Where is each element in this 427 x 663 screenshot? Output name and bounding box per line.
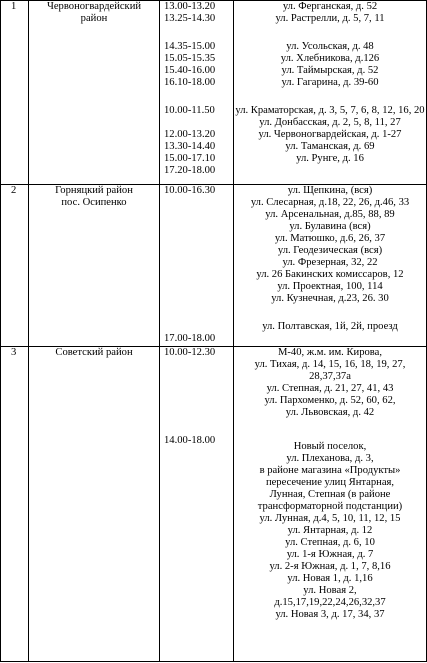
time-slot: 15.40-16.00 xyxy=(164,65,216,76)
district-cell xyxy=(29,347,160,662)
district-name: Червоногвардейский район xyxy=(46,1,142,24)
table-row xyxy=(1,185,427,347)
address: ул. Краматорская, д. 3, 5, 7, 6, 8, 12, 16, 20 xyxy=(235,105,425,116)
address: ул. Проектная, 100, 114 xyxy=(277,281,383,292)
time-slot: 13.25-14.30 xyxy=(164,13,216,24)
time-slot: 17.20-18.00 xyxy=(164,165,216,176)
address: ул. Янтарная, д. 12 xyxy=(287,525,373,536)
address: Лунная, Степная (в районе xyxy=(269,489,391,500)
row-number xyxy=(1,347,29,662)
district-subname: пос. Осипенко xyxy=(61,197,127,208)
time-slot: 14.35-15.00 xyxy=(164,41,216,52)
time-slot: 10.00-16.30 xyxy=(164,185,216,196)
district-cell xyxy=(29,1,160,185)
address: ул. 1-я Южная, д. 7 xyxy=(286,549,374,560)
address: ул. Ферганская, д. 52 xyxy=(282,1,378,12)
row-number-text: 2 xyxy=(11,185,17,196)
table-row xyxy=(1,347,427,662)
time-slot: 12.00-13.20 xyxy=(164,129,216,140)
address: трансформаторной подстанции) xyxy=(257,501,403,512)
time-cell xyxy=(160,1,234,185)
row-number xyxy=(1,185,29,347)
address: ул. Таманская, д. 69 xyxy=(285,141,375,152)
address: пересечение улиц Янтарная, xyxy=(265,477,395,488)
address: ул. Гагарина, д. 39-60 xyxy=(281,77,379,88)
address: в районе магазина «Продукты» xyxy=(259,465,401,476)
time-slot: 16.10-18.00 xyxy=(164,77,216,88)
address: ул. 26 Бакинских комиссаров, 12 xyxy=(256,269,404,280)
address: ул. Усольская, д. 48 xyxy=(286,41,374,52)
address: 28,37,37а xyxy=(309,371,351,382)
address: ул. Булавина (вся) xyxy=(289,221,371,232)
address: ул. Полтавская, 1й, 2й, проезд xyxy=(262,321,398,332)
address: д.15,17,19,22,24,26,32,37 xyxy=(274,597,386,608)
time-slot: 15.05-15.35 xyxy=(164,53,216,64)
address: ул. Пархоменко, д. 52, 60, 62, xyxy=(264,395,396,406)
address: ул. Таймырская, д. 52 xyxy=(281,65,379,76)
address: Новый поселок, xyxy=(293,441,367,452)
address: ул. Новая 2, xyxy=(303,585,357,596)
address-cell xyxy=(234,1,427,185)
time-slot: 15.00-17.10 xyxy=(164,153,216,164)
address: ул. Донбасская, д. 2, 5, 8, 11, 27 xyxy=(259,117,401,128)
address: ул. Лунная, д.4, 5, 10, 11, 12, 15 xyxy=(259,513,401,524)
address: ул. Растрелли, д. 5, 7, 11 xyxy=(275,13,385,24)
row-number-text: 1 xyxy=(11,1,17,12)
address: ул. Червоногвардейская, д. 1-27 xyxy=(258,129,402,140)
address: ул. 2-я Южная, д. 1, 7, 8,16 xyxy=(269,561,391,572)
address: ул. Фрезерная, 32, 22 xyxy=(282,257,378,268)
district-name: Советский район xyxy=(55,347,133,358)
address: ул. Хлебникова, д.126 xyxy=(280,53,380,64)
time-slot: 13.00-13.20 xyxy=(164,1,216,12)
row-number-text: 3 xyxy=(11,347,17,358)
time-cell xyxy=(160,185,234,347)
time-cell xyxy=(160,347,234,662)
row-number xyxy=(1,1,29,185)
address: ул. Степная, д. 21, 27, 41, 43 xyxy=(266,383,394,394)
address: ул. Львовская, д. 42 xyxy=(285,407,375,418)
address-cell xyxy=(234,347,427,662)
address: ул. Новая 3, д. 17, 34, 37 xyxy=(275,609,385,620)
time-slot: 10.00-12.30 xyxy=(164,347,216,358)
address: ул. Тихая, д. 14, 15, 16, 18, 19, 27, xyxy=(254,359,406,370)
address: М-40, ж.м. им. Кирова, xyxy=(277,347,383,358)
time-slot: 14.00-18.00 xyxy=(164,435,216,446)
address: ул. Новая 1, д. 1,16 xyxy=(287,573,373,584)
district-name: Горняцкий район xyxy=(55,185,133,196)
time-slot: 13.30-14.40 xyxy=(164,141,216,152)
time-slot: 10.00-11.50 xyxy=(164,105,215,116)
address: ул. Кузнечная, д.23, 26. 30 xyxy=(271,293,389,304)
address: ул. Плеханова, д. 3, xyxy=(286,453,374,464)
address: ул. Степная, д. 6, 10 xyxy=(285,537,375,548)
address: ул. Геодезическая (вся) xyxy=(277,245,383,256)
time-slot: 17.00-18.00 xyxy=(164,333,216,344)
address: ул. Щепкина, (вся) xyxy=(287,185,373,196)
address: ул. Матюшко, д.6, 26, 37 xyxy=(274,233,386,244)
address: ул. Арсенальная, д.85, 88, 89 xyxy=(265,209,395,220)
address-cell xyxy=(234,185,427,347)
address: ул. Слесарная, д.18, 22, 26, д.46, 33 xyxy=(250,197,410,208)
address: ул. Рунге, д. 16 xyxy=(296,153,364,164)
table-row xyxy=(1,1,427,185)
district-cell xyxy=(29,185,160,347)
